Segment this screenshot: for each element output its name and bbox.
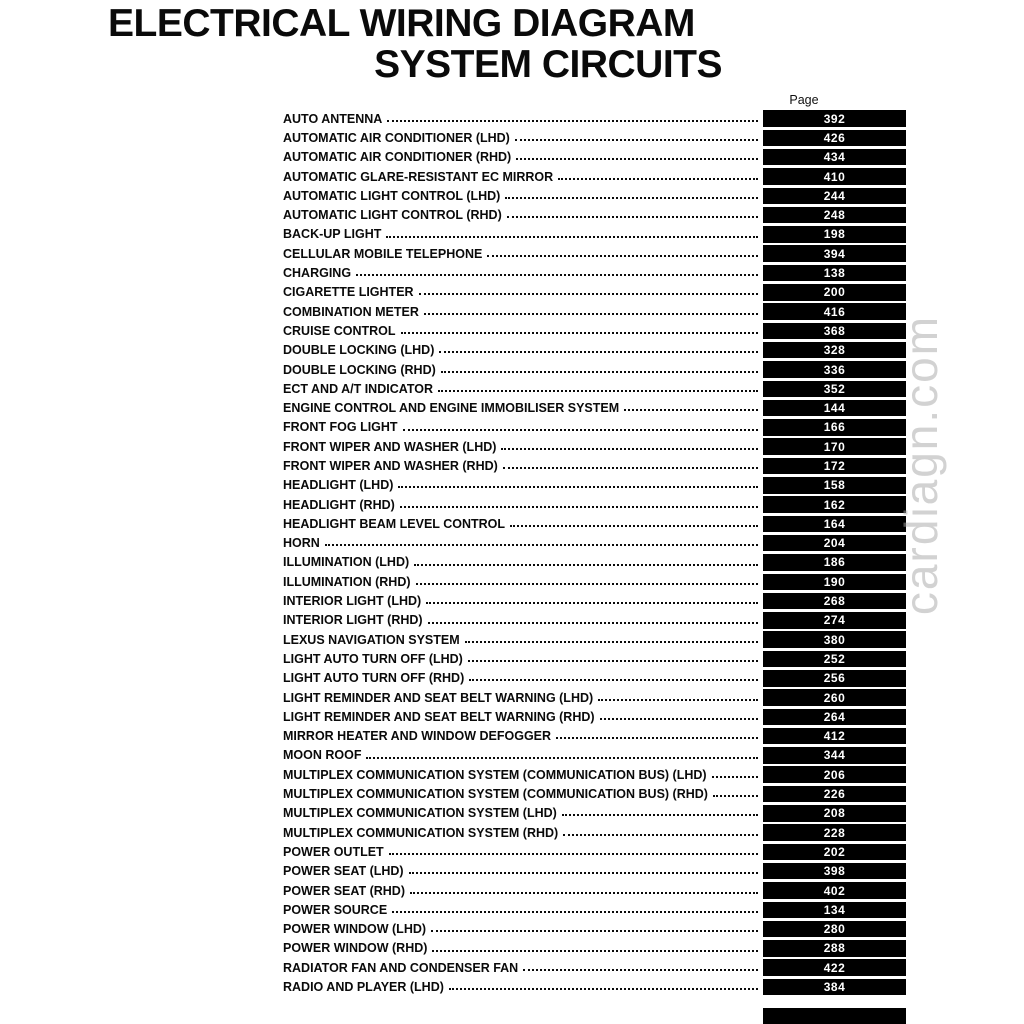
circuit-label: AUTOMATIC LIGHT CONTROL (RHD) bbox=[283, 208, 502, 223]
toc-row bbox=[283, 707, 906, 726]
toc-row bbox=[283, 437, 906, 456]
dotted-leader bbox=[600, 718, 758, 720]
title-block bbox=[108, 4, 726, 86]
watermark: cardiagn.com bbox=[895, 314, 947, 616]
circuit-label: FRONT WIPER AND WASHER (LHD) bbox=[283, 439, 497, 454]
circuit-label: HEADLIGHT BEAM LEVEL CONTROL bbox=[283, 516, 505, 531]
dotted-leader bbox=[386, 236, 758, 238]
circuit-label: INTERIOR LIGHT (LHD) bbox=[283, 594, 422, 609]
toc-row bbox=[283, 109, 906, 128]
toc-row bbox=[283, 591, 906, 610]
page-number-box: 410 bbox=[763, 168, 906, 185]
circuit-label: BACK-UP LIGHT bbox=[283, 227, 382, 242]
toc-row bbox=[283, 727, 906, 746]
dotted-leader bbox=[563, 834, 758, 836]
dotted-leader bbox=[392, 911, 758, 913]
dotted-leader bbox=[558, 178, 758, 180]
page-number-box: 206 bbox=[763, 766, 906, 783]
toc-row bbox=[283, 804, 906, 823]
circuit-label: ENGINE CONTROL AND ENGINE IMMOBILISER SYSTEM bbox=[283, 401, 620, 416]
dotted-leader bbox=[414, 564, 758, 566]
dotted-leader bbox=[356, 274, 758, 276]
dotted-leader bbox=[419, 293, 758, 295]
page-number-box: 164 bbox=[763, 516, 906, 533]
circuit-label: HORN bbox=[283, 536, 320, 551]
toc-row bbox=[283, 128, 906, 147]
dotted-leader bbox=[507, 216, 758, 218]
page-column-header: Page bbox=[789, 93, 819, 107]
circuit-label: AUTOMATIC LIGHT CONTROL (LHD) bbox=[283, 188, 501, 203]
dotted-leader bbox=[449, 988, 758, 990]
toc-list bbox=[283, 109, 906, 997]
dotted-leader bbox=[325, 544, 758, 546]
page-number-box: 144 bbox=[763, 400, 906, 417]
toc-row bbox=[283, 418, 906, 437]
circuit-label: LEXUS NAVIGATION SYSTEM bbox=[283, 632, 460, 647]
toc-row bbox=[283, 784, 906, 803]
dotted-leader bbox=[439, 351, 758, 353]
page-number-box: 170 bbox=[763, 438, 906, 455]
toc-row bbox=[283, 842, 906, 861]
dotted-leader bbox=[403, 429, 758, 431]
page-number-box: 336 bbox=[763, 361, 906, 378]
toc-row bbox=[283, 379, 906, 398]
page-number-box: 248 bbox=[763, 207, 906, 224]
dotted-leader bbox=[398, 486, 758, 488]
toc-row bbox=[283, 341, 906, 360]
page-number-box: 422 bbox=[763, 959, 906, 976]
circuit-label: MULTIPLEX COMMUNICATION SYSTEM (COMMUNICATION BUS) (LHD) bbox=[283, 767, 707, 782]
circuit-label: ILLUMINATION (LHD) bbox=[283, 555, 410, 570]
circuit-label: FRONT FOG LIGHT bbox=[283, 420, 398, 435]
dotted-leader bbox=[624, 409, 758, 411]
circuit-label: LIGHT REMINDER AND SEAT BELT WARNING (LHD) bbox=[283, 690, 594, 705]
dotted-leader bbox=[441, 371, 758, 373]
dotted-leader bbox=[712, 776, 758, 778]
circuit-label: DOUBLE LOCKING (RHD) bbox=[283, 362, 436, 377]
dotted-leader bbox=[556, 737, 758, 739]
page-number-box: 398 bbox=[763, 863, 906, 880]
toc-row bbox=[283, 958, 906, 977]
toc-row bbox=[283, 823, 906, 842]
dotted-leader bbox=[713, 795, 758, 797]
toc-row bbox=[283, 225, 906, 244]
toc-row bbox=[283, 302, 906, 321]
circuit-label: POWER OUTLET bbox=[283, 844, 384, 859]
toc-row bbox=[283, 669, 906, 688]
page-number-box: 256 bbox=[763, 670, 906, 687]
dotted-leader bbox=[468, 660, 758, 662]
toc-row bbox=[283, 534, 906, 553]
dotted-leader bbox=[562, 814, 758, 816]
dotted-leader bbox=[465, 641, 758, 643]
toc-row bbox=[283, 476, 906, 495]
dotted-leader bbox=[428, 622, 758, 624]
toc-row bbox=[283, 649, 906, 668]
page-number-box: 200 bbox=[763, 284, 906, 301]
dotted-leader bbox=[515, 139, 758, 141]
page-number-box: 260 bbox=[763, 689, 906, 706]
dotted-leader bbox=[366, 757, 758, 759]
circuit-label: MIRROR HEATER AND WINDOW DEFOGGER bbox=[283, 729, 552, 744]
page-number-box: 384 bbox=[763, 979, 906, 996]
toc-row bbox=[283, 495, 906, 514]
circuit-label: DOUBLE LOCKING (LHD) bbox=[283, 343, 435, 358]
toc-row bbox=[283, 360, 906, 379]
circuit-label: HEADLIGHT (RHD) bbox=[283, 497, 395, 512]
page-number-box: 202 bbox=[763, 844, 906, 861]
page-number-box: 198 bbox=[763, 226, 906, 243]
dotted-leader bbox=[523, 969, 758, 971]
dotted-leader bbox=[516, 158, 758, 160]
circuit-label: AUTOMATIC GLARE-RESISTANT EC MIRROR bbox=[283, 169, 554, 184]
dotted-leader bbox=[431, 930, 758, 932]
circuit-label: ILLUMINATION (RHD) bbox=[283, 574, 411, 589]
page-number-box: 162 bbox=[763, 496, 906, 513]
toc-row bbox=[283, 263, 906, 282]
page-number-box: 204 bbox=[763, 535, 906, 552]
circuit-label: HEADLIGHT (LHD) bbox=[283, 478, 394, 493]
toc-row bbox=[283, 553, 906, 572]
toc-row bbox=[283, 919, 906, 938]
toc-row bbox=[283, 881, 906, 900]
toc-row bbox=[283, 611, 906, 630]
page-number-box: 190 bbox=[763, 574, 906, 591]
circuit-label: FRONT WIPER AND WASHER (RHD) bbox=[283, 458, 498, 473]
page-number-box: 264 bbox=[763, 709, 906, 726]
dotted-leader bbox=[487, 255, 758, 257]
dotted-leader bbox=[400, 506, 758, 508]
dotted-leader bbox=[501, 448, 758, 450]
circuit-label: POWER SOURCE bbox=[283, 902, 388, 917]
circuit-label: POWER WINDOW (RHD) bbox=[283, 941, 428, 956]
page-number-box: 138 bbox=[763, 265, 906, 282]
toc-row bbox=[283, 167, 906, 186]
circuit-label: AUTO ANTENNA bbox=[283, 111, 383, 126]
page-number-box: 172 bbox=[763, 458, 906, 475]
toc-row bbox=[283, 283, 906, 302]
toc-row bbox=[283, 746, 906, 765]
dotted-leader bbox=[401, 332, 759, 334]
page-title-line1: ELECTRICAL WIRING DIAGRAM bbox=[108, 2, 695, 45]
circuit-label: MULTIPLEX COMMUNICATION SYSTEM (COMMUNICATION BUS) (RHD) bbox=[283, 787, 708, 802]
dotted-leader bbox=[387, 120, 758, 122]
page-title-line2: SYSTEM CIRCUITS bbox=[374, 42, 722, 86]
circuit-label: COMBINATION METER bbox=[283, 304, 419, 319]
toc-row bbox=[283, 148, 906, 167]
dotted-leader bbox=[416, 583, 758, 585]
circuit-label: LIGHT AUTO TURN OFF (LHD) bbox=[283, 651, 463, 666]
toc-row bbox=[283, 688, 906, 707]
toc-row bbox=[283, 900, 906, 919]
circuit-label: RADIATOR FAN AND CONDENSER FAN bbox=[283, 960, 519, 975]
dotted-leader bbox=[424, 313, 758, 315]
page-number-box: 134 bbox=[763, 902, 906, 919]
circuit-label: CRUISE CONTROL bbox=[283, 323, 396, 338]
page-number-box: 244 bbox=[763, 188, 906, 205]
toc-row bbox=[283, 398, 906, 417]
circuit-label: INTERIOR LIGHT (RHD) bbox=[283, 613, 423, 628]
circuit-label: AUTOMATIC AIR CONDITIONER (LHD) bbox=[283, 130, 510, 145]
toc-row bbox=[283, 456, 906, 475]
dotted-leader bbox=[598, 699, 758, 701]
dotted-leader bbox=[389, 853, 758, 855]
circuit-label: MOON ROOF bbox=[283, 748, 362, 763]
circuit-label: POWER SEAT (LHD) bbox=[283, 864, 404, 879]
dotted-leader bbox=[432, 950, 758, 952]
toc-row bbox=[283, 977, 906, 996]
toc-row bbox=[283, 572, 906, 591]
circuit-label: CELLULAR MOBILE TELEPHONE bbox=[283, 246, 483, 261]
dotted-leader bbox=[409, 872, 758, 874]
page-number-box: 158 bbox=[763, 477, 906, 494]
toc-row bbox=[283, 244, 906, 263]
partial-page-box bbox=[763, 1008, 906, 1024]
page-number-box: 274 bbox=[763, 612, 906, 629]
page-number-box: 268 bbox=[763, 593, 906, 610]
page-number-box: 166 bbox=[763, 419, 906, 436]
toc-row bbox=[283, 321, 906, 340]
circuit-label: CHARGING bbox=[283, 266, 352, 281]
page-number-box: 208 bbox=[763, 805, 906, 822]
page-number-box: 226 bbox=[763, 786, 906, 803]
dotted-leader bbox=[503, 467, 758, 469]
page-number-box: 186 bbox=[763, 554, 906, 571]
page-number-box: 368 bbox=[763, 323, 906, 340]
circuit-label: LIGHT REMINDER AND SEAT BELT WARNING (RHD) bbox=[283, 709, 595, 724]
circuit-label: POWER SEAT (RHD) bbox=[283, 883, 405, 898]
page-number-box: 344 bbox=[763, 747, 906, 764]
toc-row bbox=[283, 514, 906, 533]
circuit-label: AUTOMATIC AIR CONDITIONER (RHD) bbox=[283, 150, 512, 165]
dotted-leader bbox=[510, 525, 758, 527]
toc-row bbox=[283, 862, 906, 881]
circuit-label: MULTIPLEX COMMUNICATION SYSTEM (LHD) bbox=[283, 806, 557, 821]
toc-row bbox=[283, 765, 906, 784]
page-number-box: 380 bbox=[763, 631, 906, 648]
page-number-box: 280 bbox=[763, 921, 906, 938]
toc-row bbox=[283, 205, 906, 224]
dotted-leader bbox=[505, 197, 758, 199]
page-number-box: 412 bbox=[763, 728, 906, 745]
page-number-box: 426 bbox=[763, 130, 906, 147]
dotted-leader bbox=[410, 892, 758, 894]
page-number-box: 228 bbox=[763, 824, 906, 841]
page-number-box: 352 bbox=[763, 381, 906, 398]
dotted-leader bbox=[469, 679, 758, 681]
circuit-label: RADIO AND PLAYER (LHD) bbox=[283, 980, 444, 994]
page-number-box: 328 bbox=[763, 342, 906, 359]
page-number-box: 416 bbox=[763, 303, 906, 320]
page-number-box: 392 bbox=[763, 110, 906, 127]
page-number-box: 252 bbox=[763, 651, 906, 668]
dotted-leader bbox=[438, 390, 758, 392]
circuit-label: POWER WINDOW (LHD) bbox=[283, 922, 427, 937]
circuit-label: LIGHT AUTO TURN OFF (RHD) bbox=[283, 671, 465, 686]
page-number-box: 402 bbox=[763, 882, 906, 899]
circuit-label: MULTIPLEX COMMUNICATION SYSTEM (RHD) bbox=[283, 825, 559, 840]
dotted-leader bbox=[426, 602, 758, 604]
toc-row bbox=[283, 630, 906, 649]
page-number-box: 434 bbox=[763, 149, 906, 166]
page-number-box: 394 bbox=[763, 245, 906, 262]
toc-row bbox=[283, 186, 906, 205]
circuit-label: ECT AND A/T INDICATOR bbox=[283, 381, 433, 396]
toc-row bbox=[283, 939, 906, 958]
page-number-box: 288 bbox=[763, 940, 906, 957]
circuit-label: CIGARETTE LIGHTER bbox=[283, 285, 414, 300]
